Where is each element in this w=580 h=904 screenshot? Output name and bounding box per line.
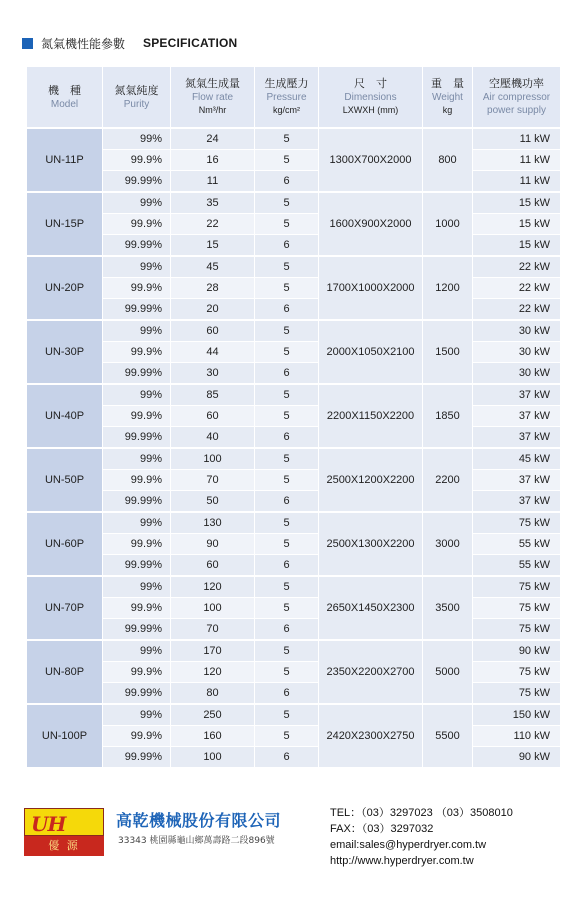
flow-rate-cell: 15 (171, 235, 255, 257)
purity-cell: 99.99% (103, 683, 171, 705)
power-cell: 15 kW (473, 214, 561, 235)
pressure-cell: 5 (255, 406, 319, 427)
table-row (27, 512, 561, 534)
model-cell: UN-80P (27, 640, 103, 704)
purity-cell: 99.9% (103, 278, 171, 299)
table-row (27, 406, 561, 427)
pressure-cell: 5 (255, 512, 319, 534)
column-header-zh: 機 種 (48, 83, 81, 97)
pressure-cell: 5 (255, 726, 319, 747)
company-name: 高乾機械股份有限公司 (116, 811, 282, 830)
flow-rate-cell: 90 (171, 534, 255, 555)
column-header (423, 67, 473, 129)
model-cell: UN-60P (27, 512, 103, 576)
model-cell: UN-40P (27, 384, 103, 448)
column-header (255, 67, 319, 129)
flow-rate-cell: 100 (171, 598, 255, 619)
power-cell: 75 kW (473, 662, 561, 683)
weight-cell: 1850 (423, 384, 473, 448)
power-cell: 30 kW (473, 363, 561, 385)
power-cell: 11 kW (473, 150, 561, 171)
pressure-cell: 6 (255, 171, 319, 193)
pressure-cell: 5 (255, 576, 319, 598)
power-cell: 37 kW (473, 470, 561, 491)
flow-rate-cell: 100 (171, 747, 255, 768)
power-cell: 22 kW (473, 299, 561, 321)
purity-cell: 99% (103, 448, 171, 470)
column-header-en: Flow rate (191, 92, 234, 103)
purity-cell: 99% (103, 192, 171, 214)
flow-rate-cell: 24 (171, 128, 255, 150)
purity-cell: 99% (103, 320, 171, 342)
purity-cell: 99% (103, 384, 171, 406)
table-row (27, 491, 561, 513)
weight-cell: 2200 (423, 448, 473, 512)
power-cell: 55 kW (473, 534, 561, 555)
power-cell: 75 kW (473, 619, 561, 641)
flow-rate-cell: 28 (171, 278, 255, 299)
pressure-cell: 6 (255, 683, 319, 705)
flow-rate-cell: 60 (171, 320, 255, 342)
column-header-zh: 尺 寸 (354, 77, 387, 90)
power-cell: 110 kW (473, 726, 561, 747)
table-row (27, 192, 561, 214)
column-header-zh: 生成壓力 (264, 77, 309, 90)
dimensions-cell: 1300X700X2000 (319, 128, 423, 192)
column-header-en: Dimensions (344, 92, 397, 103)
weight-cell: 3000 (423, 512, 473, 576)
column-header-zh: 空壓機功率 (489, 77, 544, 90)
table-row (27, 704, 561, 726)
weight-cell: 1000 (423, 192, 473, 256)
table-row (27, 640, 561, 662)
model-cell: UN-20P (27, 256, 103, 320)
flow-rate-cell: 60 (171, 406, 255, 427)
logo-text: 優 源 (24, 836, 104, 856)
pressure-cell: 5 (255, 384, 319, 406)
flow-rate-cell: 45 (171, 256, 255, 278)
table-row (27, 320, 561, 342)
table-row (27, 619, 561, 641)
model-cell: UN-70P (27, 576, 103, 640)
company-logo (24, 808, 104, 856)
spec-table-body (27, 128, 561, 768)
flow-rate-cell: 30 (171, 363, 255, 385)
flow-rate-cell: 160 (171, 726, 255, 747)
power-cell: 37 kW (473, 427, 561, 449)
pressure-cell: 6 (255, 299, 319, 321)
power-cell: 22 kW (473, 278, 561, 299)
purity-cell: 99% (103, 640, 171, 662)
flow-rate-cell: 60 (171, 555, 255, 577)
purity-cell: 99.99% (103, 491, 171, 513)
purity-cell: 99.9% (103, 598, 171, 619)
square-bullet-icon (22, 38, 33, 49)
flow-rate-cell: 80 (171, 683, 255, 705)
column-header-unit: Nm³/hr (198, 105, 227, 115)
company-address: 33343 桃園縣龜山鄉萬壽路二段896號 (118, 836, 275, 846)
purity-cell: 99.9% (103, 534, 171, 555)
flow-rate-cell: 11 (171, 171, 255, 193)
column-header-en: Purity (123, 98, 150, 110)
power-cell: 22 kW (473, 256, 561, 278)
pressure-cell: 6 (255, 427, 319, 449)
spec-table-header (27, 67, 561, 129)
column-header (319, 67, 423, 129)
purity-cell: 99% (103, 128, 171, 150)
pressure-cell: 5 (255, 320, 319, 342)
flow-rate-cell: 35 (171, 192, 255, 214)
weight-cell: 1500 (423, 320, 473, 384)
pressure-cell: 5 (255, 128, 319, 150)
flow-rate-cell: 22 (171, 214, 255, 235)
column-header (103, 67, 171, 129)
pressure-cell: 6 (255, 235, 319, 257)
contact-web[interactable]: http://www.hyperdryer.com.tw (330, 855, 474, 867)
logo-mark-area (24, 808, 104, 836)
weight-cell: 3500 (423, 576, 473, 640)
column-header-en: Air compressor (482, 92, 551, 103)
power-cell: 45 kW (473, 448, 561, 470)
flow-rate-cell: 40 (171, 427, 255, 449)
flow-rate-cell: 44 (171, 342, 255, 363)
purity-cell: 99% (103, 256, 171, 278)
pressure-cell: 5 (255, 342, 319, 363)
table-row (27, 576, 561, 598)
table-row (27, 214, 561, 235)
pressure-cell: 6 (255, 555, 319, 577)
purity-cell: 99.99% (103, 171, 171, 193)
column-header (27, 67, 103, 129)
dimensions-cell: 2500X1300X2200 (319, 512, 423, 576)
table-row (27, 448, 561, 470)
weight-cell: 800 (423, 128, 473, 192)
pressure-cell: 6 (255, 619, 319, 641)
flow-rate-cell: 130 (171, 512, 255, 534)
purity-cell: 99% (103, 576, 171, 598)
power-cell: 37 kW (473, 491, 561, 513)
pressure-cell: 5 (255, 214, 319, 235)
dimensions-cell: 2200X1150X2200 (319, 384, 423, 448)
flow-rate-cell: 16 (171, 150, 255, 171)
table-row (27, 662, 561, 683)
power-cell: 150 kW (473, 704, 561, 726)
column-header-zh: 氮氣純度 (114, 83, 159, 97)
column-header-en: Model (50, 98, 79, 110)
model-cell: UN-30P (27, 320, 103, 384)
contact-tel: TEL：（03）3297023 （03）3508010 (330, 807, 513, 819)
purity-cell: 99.9% (103, 150, 171, 171)
table-row (27, 150, 561, 171)
purity-cell: 99.99% (103, 619, 171, 641)
column-header-en: Pressure (266, 92, 307, 103)
contact-email[interactable]: email:sales@hyperdryer.com.tw (330, 839, 487, 851)
dimensions-cell: 2500X1200X2200 (319, 448, 423, 512)
power-cell: 55 kW (473, 555, 561, 577)
column-header-unit: kg (442, 105, 453, 115)
flow-rate-cell: 250 (171, 704, 255, 726)
purity-cell: 99.9% (103, 342, 171, 363)
pressure-cell: 5 (255, 662, 319, 683)
purity-cell: 99.9% (103, 214, 171, 235)
pressure-cell: 6 (255, 747, 319, 768)
section-header (22, 34, 237, 52)
purity-cell: 99.9% (103, 662, 171, 683)
purity-cell: 99% (103, 512, 171, 534)
pressure-cell: 5 (255, 278, 319, 299)
dimensions-cell: 1600X900X2000 (319, 192, 423, 256)
table-row (27, 555, 561, 577)
logo-mark: UH (31, 812, 66, 836)
weight-cell: 5500 (423, 704, 473, 768)
model-cell: UN-11P (27, 128, 103, 192)
column-header-zh: 重 量 (431, 77, 464, 90)
column-header-unit: LXWXH (mm) (342, 105, 399, 115)
pressure-cell: 5 (255, 534, 319, 555)
pressure-cell: 5 (255, 640, 319, 662)
column-header-en: Weight (432, 92, 463, 103)
purity-cell: 99.99% (103, 555, 171, 577)
table-row (27, 235, 561, 257)
dimensions-cell: 2350X2200X2700 (319, 640, 423, 704)
table-row (27, 384, 561, 406)
pressure-cell: 5 (255, 470, 319, 491)
pressure-cell: 5 (255, 192, 319, 214)
purity-cell: 99.99% (103, 299, 171, 321)
table-row (27, 747, 561, 768)
pressure-cell: 6 (255, 491, 319, 513)
table-row (27, 256, 561, 278)
column-header-zh: 氮氣生成量 (185, 77, 240, 90)
table-row (27, 342, 561, 363)
power-cell: 11 kW (473, 171, 561, 193)
column-header-unit: power supply (487, 105, 546, 116)
pressure-cell: 5 (255, 704, 319, 726)
model-cell: UN-100P (27, 704, 103, 768)
column-header (171, 67, 255, 129)
power-cell: 75 kW (473, 598, 561, 619)
pressure-cell: 5 (255, 150, 319, 171)
table-row (27, 128, 561, 150)
dimensions-cell: 2650X1450X2300 (319, 576, 423, 640)
purity-cell: 99.9% (103, 470, 171, 491)
power-cell: 75 kW (473, 683, 561, 705)
power-cell: 90 kW (473, 640, 561, 662)
model-cell: UN-50P (27, 448, 103, 512)
power-cell: 15 kW (473, 192, 561, 214)
power-cell: 37 kW (473, 406, 561, 427)
flow-rate-cell: 70 (171, 619, 255, 641)
power-cell: 75 kW (473, 576, 561, 598)
power-cell: 15 kW (473, 235, 561, 257)
contact-block (330, 805, 513, 869)
table-row (27, 726, 561, 747)
table-row (27, 427, 561, 449)
column-header-unit: kg/cm² (273, 105, 300, 115)
pressure-cell: 5 (255, 598, 319, 619)
purity-cell: 99.99% (103, 363, 171, 385)
dimensions-cell: 1700X1000X2000 (319, 256, 423, 320)
header-title-en: SPECIFICATION (143, 36, 238, 50)
flow-rate-cell: 50 (171, 491, 255, 513)
pressure-cell: 6 (255, 363, 319, 385)
purity-cell: 99.9% (103, 726, 171, 747)
flow-rate-cell: 20 (171, 299, 255, 321)
model-cell: UN-15P (27, 192, 103, 256)
table-row (27, 299, 561, 321)
dimensions-cell: 2420X2300X2750 (319, 704, 423, 768)
pressure-cell: 5 (255, 256, 319, 278)
table-row (27, 683, 561, 705)
flow-rate-cell: 120 (171, 576, 255, 598)
table-row (27, 598, 561, 619)
pressure-cell: 5 (255, 448, 319, 470)
table-row (27, 171, 561, 193)
power-cell: 11 kW (473, 128, 561, 150)
table-row (27, 534, 561, 555)
power-cell: 30 kW (473, 342, 561, 363)
flow-rate-cell: 170 (171, 640, 255, 662)
power-cell: 30 kW (473, 320, 561, 342)
table-row (27, 470, 561, 491)
purity-cell: 99.9% (103, 406, 171, 427)
flow-rate-cell: 100 (171, 448, 255, 470)
table-row (27, 363, 561, 385)
table-row (27, 278, 561, 299)
power-cell: 90 kW (473, 747, 561, 768)
contact-fax: FAX：（03）3297032 (330, 823, 434, 835)
flow-rate-cell: 120 (171, 662, 255, 683)
column-header (473, 67, 561, 129)
purity-cell: 99% (103, 704, 171, 726)
power-cell: 37 kW (473, 384, 561, 406)
purity-cell: 99.99% (103, 235, 171, 257)
flow-rate-cell: 70 (171, 470, 255, 491)
spec-table (26, 66, 561, 768)
weight-cell: 5000 (423, 640, 473, 704)
dimensions-cell: 2000X1050X2100 (319, 320, 423, 384)
power-cell: 75 kW (473, 512, 561, 534)
purity-cell: 99.99% (103, 747, 171, 768)
header-title-zh: 氮氣機性能參數 (41, 36, 126, 51)
purity-cell: 99.99% (103, 427, 171, 449)
flow-rate-cell: 85 (171, 384, 255, 406)
weight-cell: 1200 (423, 256, 473, 320)
